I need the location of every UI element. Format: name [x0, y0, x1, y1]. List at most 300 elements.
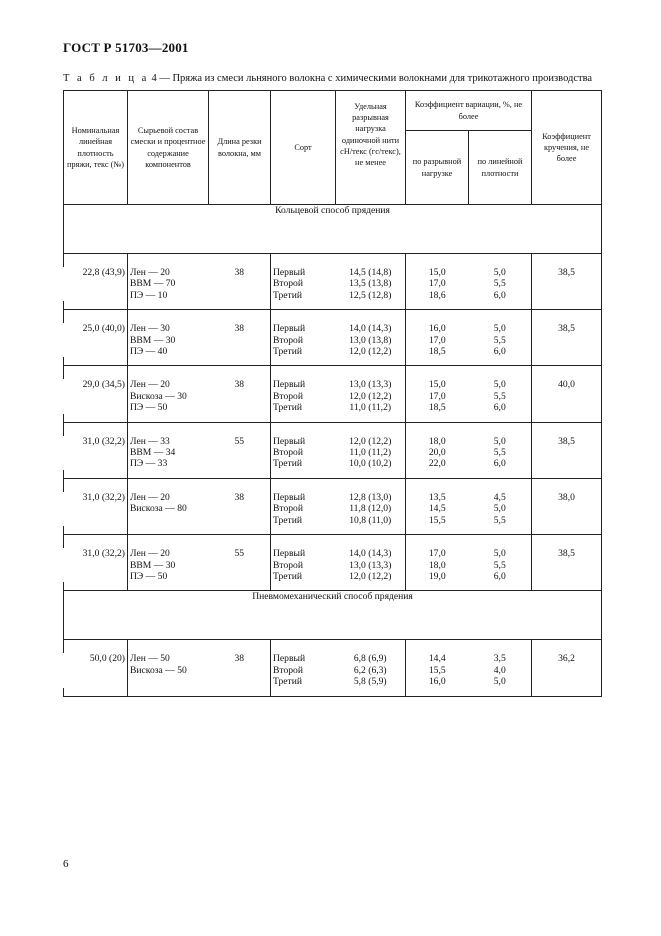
spacer-cell — [271, 310, 336, 324]
load-value: 6,8 (6,9) — [353, 653, 387, 665]
cv-density-value: 5,0 — [493, 323, 506, 335]
component-line: ВВМ — 70 — [130, 278, 176, 290]
composition-cell — [128, 548, 209, 582]
cv-density-value: 5,5 — [493, 559, 506, 571]
grade-line: Третий — [273, 402, 303, 414]
spacer-cell — [336, 582, 406, 591]
spacer-cell — [532, 366, 602, 380]
grade-line: Первый — [273, 491, 306, 503]
spacer-cell — [532, 526, 602, 535]
spacer-cell — [469, 535, 532, 549]
spacer-cell — [469, 414, 532, 423]
spacer-cell — [209, 640, 271, 654]
cv-breaking-value: 16,0 — [428, 323, 446, 335]
spacer-cell — [64, 582, 128, 591]
spacer-cell — [532, 582, 602, 591]
spacer-cell — [406, 422, 469, 436]
component-line: Лен — 20 — [130, 491, 170, 503]
spacer-cell — [406, 310, 469, 324]
spacer-cell — [406, 366, 469, 380]
spacer-cell — [532, 254, 602, 268]
breaking-load-cell — [336, 267, 406, 301]
spacer-cell — [64, 254, 128, 268]
twist-cell: 38,5 — [532, 436, 602, 470]
spacer-cell — [128, 366, 209, 380]
spacer-cell — [532, 688, 602, 697]
page-number: 6 — [63, 858, 69, 870]
row-spacer — [64, 470, 602, 479]
load-value: 13,0 (13,3) — [349, 559, 392, 571]
spacer-cell — [469, 640, 532, 654]
load-value: 11,0 (11,2) — [349, 402, 392, 414]
spacer-cell — [271, 470, 336, 479]
cut-length-cell: 38 — [209, 492, 271, 526]
composition-cell — [128, 379, 209, 413]
table-row — [64, 548, 602, 582]
grade-line: Первый — [273, 548, 306, 560]
cv-density-value: 4,5 — [493, 491, 506, 503]
cv-density-value: 6,0 — [493, 458, 506, 470]
spacer-cell — [64, 640, 128, 654]
spacer-cell — [406, 470, 469, 479]
row-spacer — [64, 254, 602, 268]
cv-density-value: 6,0 — [493, 570, 506, 582]
table-row — [64, 492, 602, 526]
cv-breaking-value: 15,5 — [428, 514, 446, 526]
row-spacer — [64, 414, 602, 423]
spacer-cell — [406, 526, 469, 535]
cv-breaking-value: 14,5 — [428, 503, 446, 515]
grade-line: Третий — [273, 289, 303, 301]
component-line: Лен — 20 — [130, 548, 170, 560]
row-spacer — [64, 526, 602, 535]
spacer-cell — [336, 310, 406, 324]
cv-density-value: 5,5 — [493, 334, 506, 346]
spacer-cell — [336, 535, 406, 549]
spacer-cell — [128, 357, 209, 366]
cv-density-value: 6,0 — [493, 346, 506, 358]
cut-length-cell: 38 — [209, 267, 271, 301]
spacer-cell — [532, 357, 602, 366]
cv-breaking-value: 18,5 — [428, 346, 446, 358]
spacer-cell — [209, 688, 271, 697]
grade-line: Первый — [273, 267, 306, 278]
grade-cell — [271, 492, 336, 526]
spacer-cell — [336, 254, 406, 268]
breaking-load-cell — [336, 548, 406, 582]
section-title: Пневмомеханический способ прядения — [64, 591, 602, 640]
spacer-cell — [209, 310, 271, 324]
grade-line: Третий — [273, 676, 303, 688]
composition-cell — [128, 323, 209, 357]
grade-line: Первый — [273, 323, 306, 335]
load-value: 12,0 (12,2) — [349, 435, 392, 447]
spacer-cell — [209, 535, 271, 549]
cv-breaking-value: 17,0 — [428, 548, 446, 560]
spacer-cell — [469, 357, 532, 366]
density-cell: 25,0 (40,0) — [82, 323, 125, 335]
component-line: ПЭ — 50 — [130, 402, 168, 414]
spacer-cell — [336, 422, 406, 436]
load-value: 6,2 (6,3) — [353, 664, 387, 676]
spacer-cell — [209, 478, 271, 492]
spacer-cell — [271, 535, 336, 549]
header-variation: Коэффициент вариации, %, не более — [406, 91, 532, 131]
table-label: Т а б л и ц а — [63, 73, 149, 84]
header-var-breaking: по разрывной нагрузке — [406, 131, 469, 205]
cut-length-cell: 55 — [209, 548, 271, 582]
density-cell: 22,8 (43,9) — [82, 267, 125, 278]
table-row — [64, 267, 602, 301]
twist-cell: 38,5 — [532, 267, 602, 301]
header-cut-length: Длина резки волокна, мм — [209, 91, 271, 205]
cv-density-value: 5,5 — [493, 514, 506, 526]
component-line: Вискоза — 30 — [130, 390, 187, 402]
spacer-cell — [469, 478, 532, 492]
breaking-load-cell — [336, 323, 406, 357]
component-line: Лен — 20 — [130, 379, 170, 391]
cv-breaking-value: 15,0 — [428, 267, 446, 278]
component-line: ВВМ — 30 — [130, 559, 176, 571]
spacer-cell — [469, 366, 532, 380]
cut-length-cell: 38 — [209, 323, 271, 357]
row-spacer — [64, 478, 602, 492]
twist-cell: 40,0 — [532, 379, 602, 413]
load-value: 12,0 (12,2) — [349, 570, 392, 582]
spacer-cell — [209, 301, 271, 310]
spacer-cell — [209, 414, 271, 423]
spacer-cell — [406, 640, 469, 654]
spacer-cell — [469, 582, 532, 591]
header-density: Номинальная линейная плотность пряжи, текс (№) — [64, 91, 128, 205]
density-cell: 31,0 (32,2) — [82, 491, 125, 503]
spacer-cell — [406, 478, 469, 492]
cv-breaking-value: 18,5 — [428, 402, 446, 414]
spacer-cell — [532, 640, 602, 654]
cv-density-cell — [469, 492, 532, 526]
load-value: 5,8 (5,9) — [353, 676, 387, 688]
grade-line: Третий — [273, 570, 303, 582]
spacer-cell — [64, 422, 128, 436]
twist-cell: 38,5 — [532, 548, 602, 582]
spacer-cell — [406, 582, 469, 591]
spacer-cell — [128, 470, 209, 479]
header-var-density: по линейной плотности — [469, 131, 532, 205]
component-line: ПЭ — 10 — [130, 289, 168, 301]
cv-breaking-value: 17,0 — [428, 334, 446, 346]
spacer-cell — [406, 688, 469, 697]
spacer-cell — [64, 310, 128, 324]
component-line: ПЭ — 33 — [130, 458, 168, 470]
section-header-row — [64, 205, 602, 254]
row-spacer — [64, 366, 602, 380]
grade-cell — [271, 548, 336, 582]
load-value: 10,8 (11,0) — [349, 514, 392, 526]
breaking-load-cell — [336, 492, 406, 526]
component-line: ПЭ — 50 — [130, 570, 168, 582]
composition-cell — [128, 492, 209, 526]
grade-line: Третий — [273, 514, 303, 526]
cv-breaking-value: 17,0 — [428, 278, 446, 290]
cut-length-cell: 38 — [209, 653, 271, 687]
load-value: 14,0 (14,3) — [349, 323, 392, 335]
spacer-cell — [64, 357, 128, 366]
cv-density-value: 5,0 — [493, 548, 506, 560]
cv-density-value: 5,5 — [493, 447, 506, 459]
spacer-cell — [469, 310, 532, 324]
load-value: 12,0 (12,2) — [349, 346, 392, 358]
spacer-cell — [209, 526, 271, 535]
spacer-cell — [128, 582, 209, 591]
cv-breaking-value: 18,6 — [428, 289, 446, 301]
cv-breaking-value: 18,0 — [428, 559, 446, 571]
spacer-cell — [469, 470, 532, 479]
table-row — [64, 323, 602, 357]
spacer-cell — [271, 582, 336, 591]
grade-line: Второй — [273, 503, 303, 515]
cv-density-value: 5,0 — [493, 435, 506, 447]
grade-line: Первый — [273, 379, 306, 391]
spacer-cell — [336, 414, 406, 423]
spacer-cell — [128, 301, 209, 310]
spacer-cell — [532, 422, 602, 436]
cv-density-value: 6,0 — [493, 402, 506, 414]
cut-length-cell: 55 — [209, 436, 271, 470]
breaking-load-cell — [336, 653, 406, 687]
table-caption — [63, 73, 603, 84]
grade-line: Второй — [273, 278, 303, 290]
section-header-row — [64, 591, 602, 640]
spacer-cell — [469, 526, 532, 535]
cv-breaking-value: 13,5 — [428, 491, 446, 503]
spacer-cell — [271, 301, 336, 310]
spacer-cell — [406, 301, 469, 310]
yarn-table — [63, 90, 602, 697]
spacer-cell — [209, 422, 271, 436]
composition-cell — [128, 653, 209, 687]
cv-breaking-cell — [406, 548, 469, 582]
spacer-cell — [406, 414, 469, 423]
component-line: Вискоза — 50 — [130, 664, 187, 676]
spacer-cell — [406, 357, 469, 366]
density-cell: 29,0 (34,5) — [82, 379, 125, 391]
header-grade: Сорт — [271, 91, 336, 205]
load-value: 14,5 (14,8) — [349, 267, 392, 278]
spacer-cell — [128, 254, 209, 268]
cv-breaking-value: 18,0 — [428, 435, 446, 447]
spacer-cell — [271, 688, 336, 697]
composition-cell — [128, 267, 209, 301]
spacer-cell — [532, 414, 602, 423]
load-value: 12,0 (12,2) — [349, 390, 392, 402]
grade-line: Первый — [273, 653, 306, 665]
header-composition: Сырьевой состав смески и процентное содержание компонентов — [128, 91, 209, 205]
row-spacer — [64, 422, 602, 436]
row-spacer — [64, 357, 602, 366]
table-row — [64, 436, 602, 470]
spacer-cell — [469, 254, 532, 268]
table-body — [64, 205, 602, 697]
spacer-cell — [532, 470, 602, 479]
spacer-cell — [64, 470, 128, 479]
load-value: 10,0 (10,2) — [349, 458, 392, 470]
spacer-cell — [469, 422, 532, 436]
spacer-cell — [209, 357, 271, 366]
spacer-cell — [271, 478, 336, 492]
spacer-cell — [128, 478, 209, 492]
grade-line: Второй — [273, 334, 303, 346]
section-title: Кольцевой способ прядения — [64, 205, 602, 254]
component-line: ВВМ — 30 — [130, 334, 176, 346]
cv-breaking-value: 17,0 — [428, 390, 446, 402]
spacer-cell — [336, 357, 406, 366]
cv-breaking-value: 19,0 — [428, 570, 446, 582]
load-value: 11,8 (12,0) — [349, 503, 392, 515]
cv-density-value: 3,5 — [493, 653, 506, 665]
cv-density-cell — [469, 323, 532, 357]
load-value: 12,8 (13,0) — [349, 491, 392, 503]
grade-cell — [271, 436, 336, 470]
cv-breaking-value: 14,4 — [428, 653, 446, 665]
grade-line: Третий — [273, 458, 303, 470]
component-line: Лен — 20 — [130, 267, 170, 278]
spacer-cell — [209, 366, 271, 380]
cv-breaking-cell — [406, 267, 469, 301]
cv-density-value: 5,0 — [493, 379, 506, 391]
twist-cell: 38,0 — [532, 492, 602, 526]
spacer-cell — [64, 301, 128, 310]
cv-breaking-cell — [406, 653, 469, 687]
cv-density-value: 5,0 — [493, 267, 506, 278]
row-spacer — [64, 301, 602, 310]
twist-cell: 36,2 — [532, 653, 602, 687]
component-line: Лен — 50 — [130, 653, 170, 665]
spacer-cell — [336, 688, 406, 697]
row-spacer — [64, 640, 602, 654]
spacer-cell — [271, 640, 336, 654]
spacer-cell — [532, 535, 602, 549]
cv-breaking-value: 20,0 — [428, 447, 446, 459]
cv-breaking-value: 15,0 — [428, 379, 446, 391]
load-value: 13,0 (13,3) — [349, 379, 392, 391]
cv-breaking-value: 16,0 — [428, 676, 446, 688]
cv-density-cell — [469, 267, 532, 301]
spacer-cell — [532, 478, 602, 492]
twist-cell: 38,5 — [532, 323, 602, 357]
density-cell: 50,0 (20) — [89, 653, 125, 665]
spacer-cell — [209, 470, 271, 479]
component-line: Вискоза — 80 — [130, 503, 187, 515]
row-spacer — [64, 582, 602, 591]
cv-breaking-cell — [406, 323, 469, 357]
cv-density-value: 5,5 — [493, 390, 506, 402]
spacer-cell — [64, 526, 128, 535]
grade-line: Второй — [273, 559, 303, 571]
spacer-cell — [64, 535, 128, 549]
component-line: Лен — 30 — [130, 323, 170, 335]
grade-line: Первый — [273, 435, 306, 447]
spacer-cell — [209, 582, 271, 591]
breaking-load-cell — [336, 379, 406, 413]
table-row — [64, 379, 602, 413]
spacer-cell — [64, 366, 128, 380]
spacer-cell — [128, 422, 209, 436]
spacer-cell — [209, 254, 271, 268]
spacer-cell — [532, 310, 602, 324]
grade-line: Второй — [273, 664, 303, 676]
breaking-load-cell — [336, 436, 406, 470]
component-line: ПЭ — 40 — [130, 346, 168, 358]
cv-density-value: 4,0 — [493, 664, 506, 676]
row-spacer — [64, 535, 602, 549]
grade-line: Второй — [273, 447, 303, 459]
density-cell: 31,0 (32,2) — [82, 435, 125, 447]
table-caption-text: 4 — Пряжа из смеси льняного волокна с химическими волокнами для трикотажного производства — [151, 73, 593, 84]
load-value: 11,0 (11,2) — [349, 447, 392, 459]
cv-density-cell — [469, 379, 532, 413]
component-line: Лен — 33 — [130, 435, 170, 447]
load-value: 12,5 (12,8) — [349, 289, 392, 301]
spacer-cell — [271, 526, 336, 535]
cv-breaking-cell — [406, 492, 469, 526]
grade-cell — [271, 267, 336, 301]
cv-density-value: 5,0 — [493, 503, 506, 515]
spacer-cell — [336, 301, 406, 310]
load-value: 13,5 (13,8) — [349, 278, 392, 290]
density-cell: 31,0 (32,2) — [82, 548, 125, 560]
cv-density-value: 5,5 — [493, 278, 506, 290]
spacer-cell — [271, 254, 336, 268]
spacer-cell — [406, 535, 469, 549]
load-value: 14,0 (14,3) — [349, 548, 392, 560]
spacer-cell — [64, 688, 128, 697]
header-twist: Коэффициент кручения, не более — [532, 91, 602, 205]
spacer-cell — [271, 414, 336, 423]
grade-cell — [271, 379, 336, 413]
grade-cell — [271, 653, 336, 687]
spacer-cell — [469, 688, 532, 697]
spacer-cell — [271, 366, 336, 380]
component-line: ВВМ — 34 — [130, 447, 176, 459]
cv-density-value: 5,0 — [493, 676, 506, 688]
spacer-cell — [128, 414, 209, 423]
spacer-cell — [271, 357, 336, 366]
cv-density-cell — [469, 436, 532, 470]
spacer-cell — [128, 535, 209, 549]
spacer-cell — [336, 478, 406, 492]
cv-density-cell — [469, 548, 532, 582]
cv-breaking-value: 22,0 — [428, 458, 446, 470]
composition-cell — [128, 436, 209, 470]
cv-breaking-cell — [406, 379, 469, 413]
spacer-cell — [64, 478, 128, 492]
load-value: 13,0 (13,8) — [349, 334, 392, 346]
cut-length-cell: 38 — [209, 379, 271, 413]
cv-breaking-value: 15,5 — [428, 664, 446, 676]
spacer-cell — [469, 301, 532, 310]
document-code: ГОСТ Р 51703—2001 — [63, 40, 189, 55]
spacer-cell — [406, 254, 469, 268]
spacer-cell — [336, 640, 406, 654]
spacer-cell — [128, 688, 209, 697]
grade-line: Третий — [273, 346, 303, 358]
header-breaking-load: Удельная разрывная нагрузка одиночной нити сН/текс (гс/текс), не менее — [336, 91, 406, 205]
spacer-cell — [336, 526, 406, 535]
cv-density-value: 6,0 — [493, 289, 506, 301]
row-spacer — [64, 310, 602, 324]
spacer-cell — [336, 470, 406, 479]
table-row — [64, 653, 602, 687]
